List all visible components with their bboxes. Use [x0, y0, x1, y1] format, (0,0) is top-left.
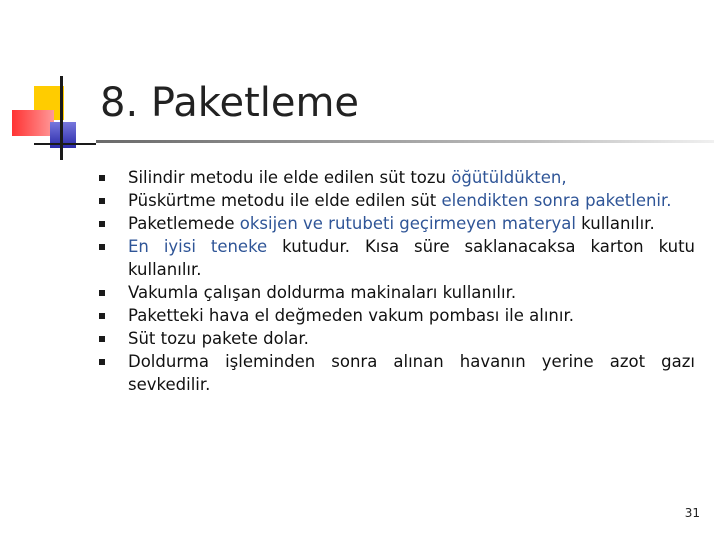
bullet-item [97, 235, 695, 281]
title-underline [96, 140, 714, 143]
highlighted-text: En iyisi teneke [128, 237, 268, 256]
bullet-item [97, 350, 695, 396]
square-bullet-icon [99, 313, 105, 319]
square-bullet-icon [99, 175, 105, 181]
decorative-logo [0, 0, 100, 170]
bullet-item [97, 212, 695, 235]
bullet-list [97, 166, 695, 396]
bullet-text: Silindir metodu ile elde edilen süt tozu [128, 168, 452, 187]
bullet-item [97, 189, 695, 212]
bullet-item [97, 166, 695, 189]
bullet-text: Süt tozu pakete dolar. [128, 329, 309, 348]
square-bullet-icon [99, 221, 105, 227]
slide-title: 8. Paketleme [100, 80, 360, 126]
logo-horizontal-line [34, 143, 96, 145]
red-square [12, 110, 54, 136]
bullet-text: Doldurma işleminden sonra alınan havanın yerine azot gazı sevkedilir. [128, 352, 695, 394]
bullet-item [97, 304, 695, 327]
bullet-text: kutudur. Kısa süre saklanacaksa karton kutu kullanılır. [128, 237, 696, 279]
square-bullet-icon [99, 290, 105, 296]
square-bullet-icon [99, 359, 105, 365]
bullet-item [97, 327, 695, 350]
highlighted-text: öğütüldükten, [451, 168, 567, 187]
highlighted-text: elendikten sonra paketlenir. [441, 191, 672, 210]
bullet-text: kullanılır. [575, 214, 655, 233]
logo-vertical-line [60, 76, 63, 160]
square-bullet-icon [99, 244, 105, 250]
square-bullet-icon [99, 198, 105, 204]
bullet-item [97, 281, 695, 304]
bullet-text: Paketlemede [128, 214, 240, 233]
page-number: 31 [684, 506, 700, 520]
highlighted-text: oksijen ve rutubeti geçirmeyen materyal [239, 214, 576, 233]
bullet-text: Püskürtme metodu ile elde edilen süt [128, 191, 442, 210]
bullet-text: Paketteki hava el değmeden vakum pombası ile alınır. [128, 306, 574, 325]
bullet-text: Vakumla çalışan doldurma makinaları kullanılır. [128, 283, 517, 302]
square-bullet-icon [99, 336, 105, 342]
